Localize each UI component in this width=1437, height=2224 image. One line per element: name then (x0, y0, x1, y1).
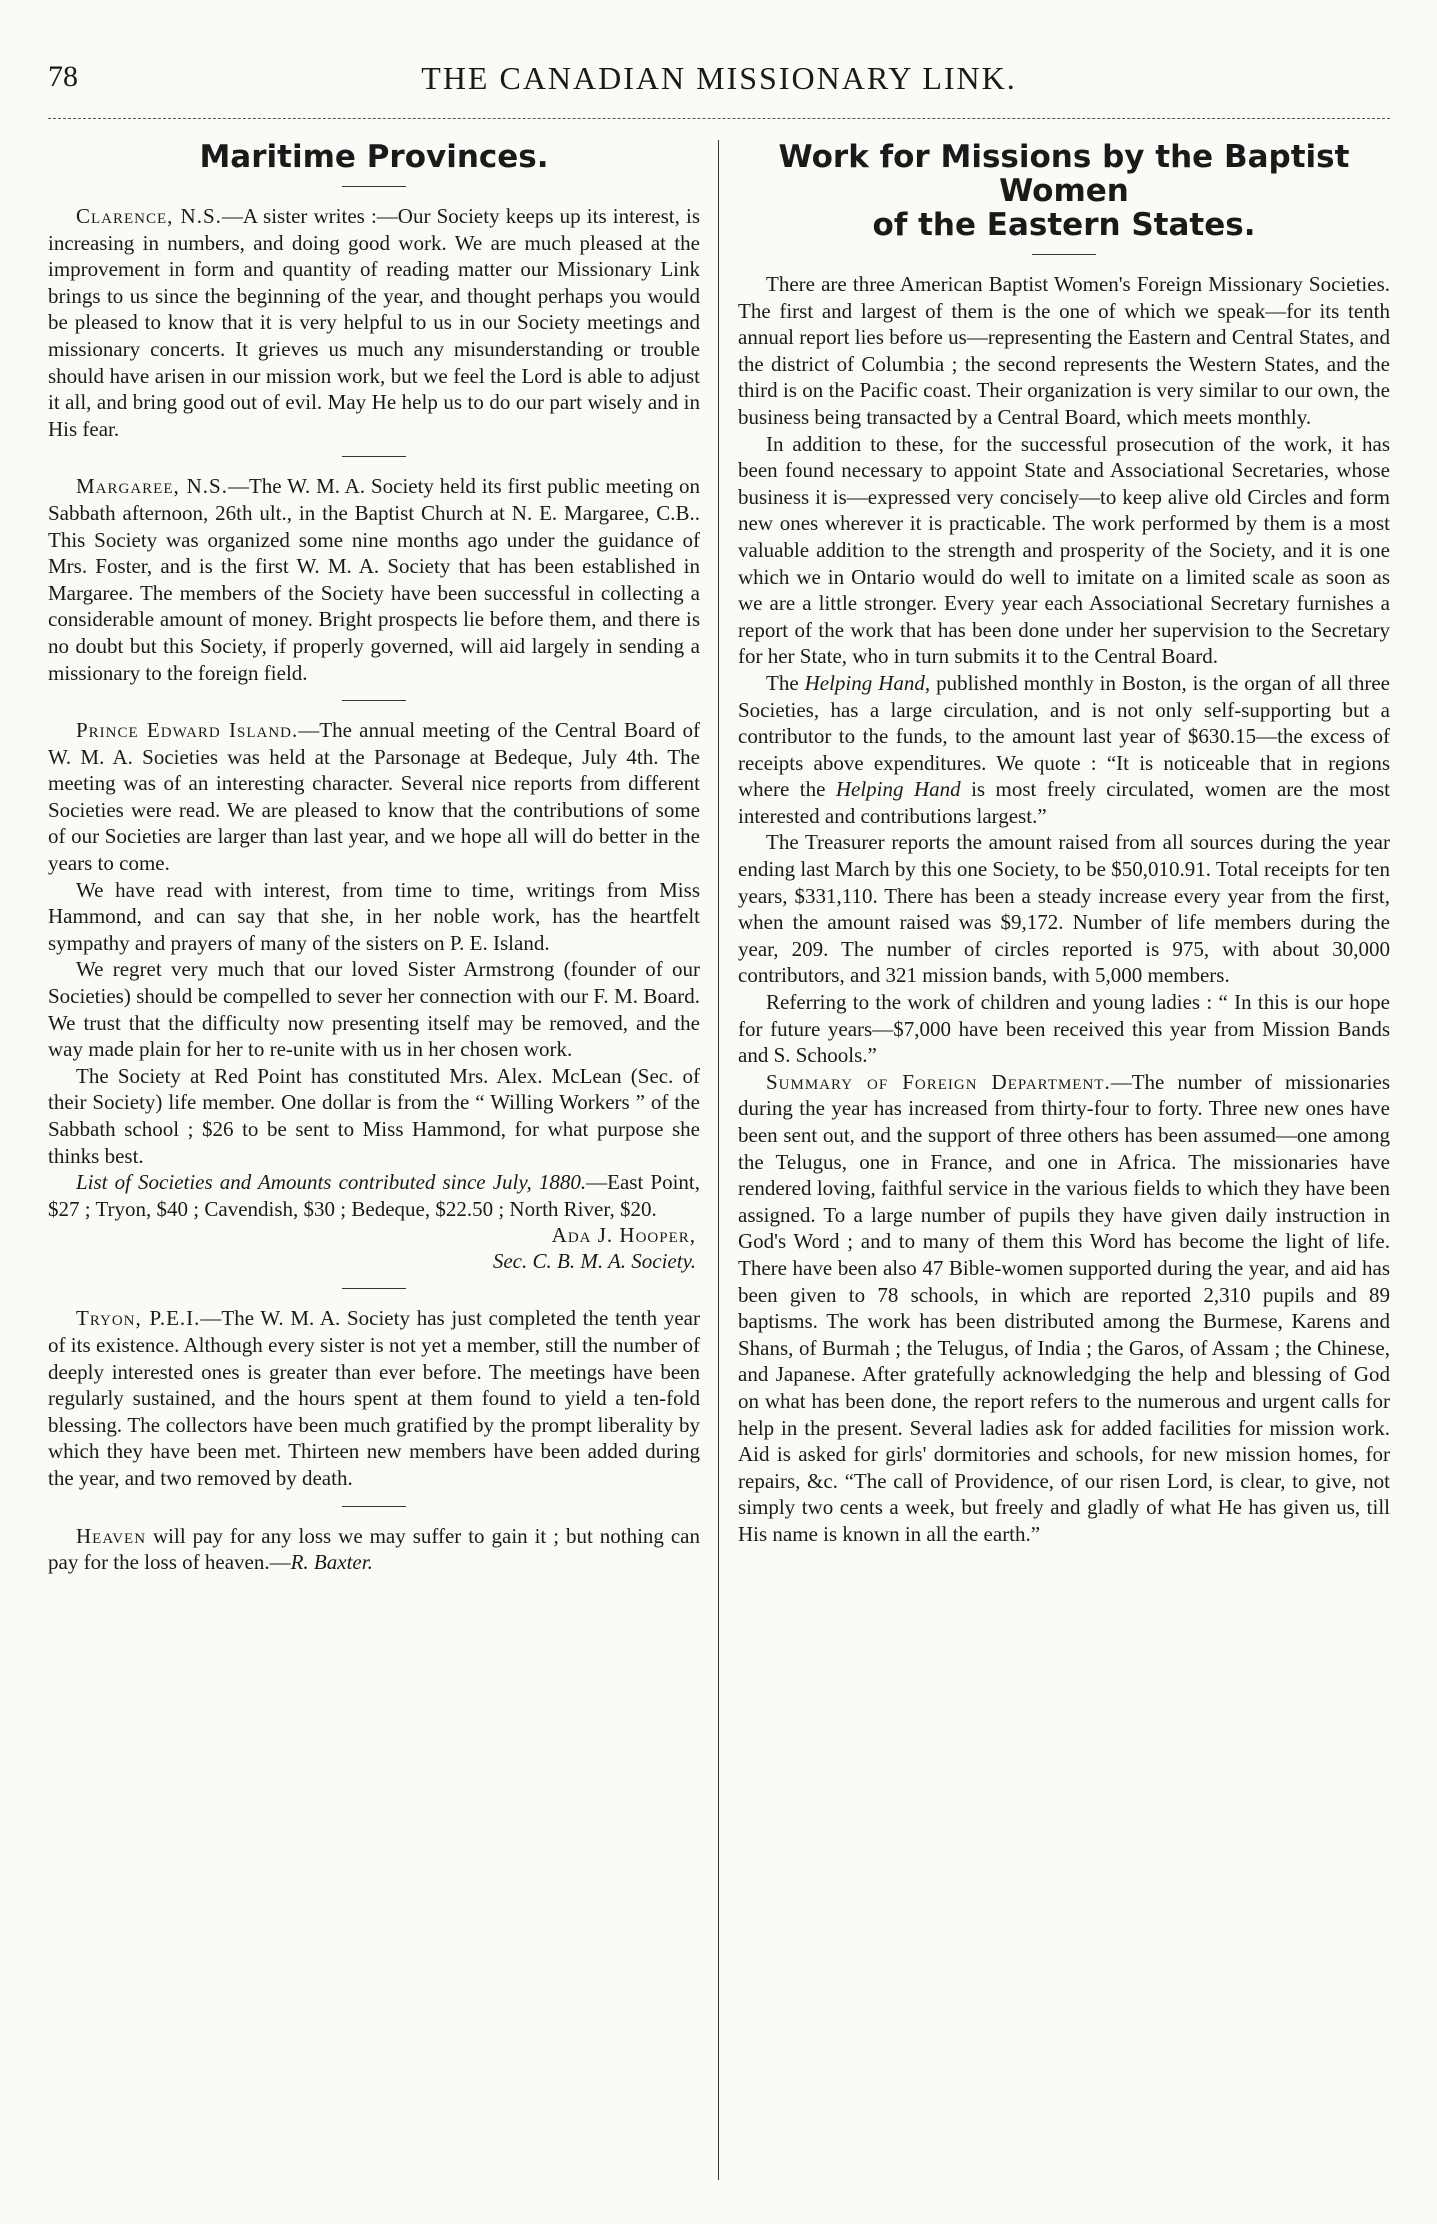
running-title: THE CANADIAN MISSIONARY LINK. (421, 60, 1017, 96)
periodical-title: Helping Hand (804, 670, 925, 695)
signature-title: Sec. C. B. M. A. Society. (492, 1249, 696, 1274)
list-lead: List of Societies and Amounts contributed since July, 1880. (76, 1170, 587, 1195)
article-paragraph: The Society at Red Point has constituted Mrs. Alex. McLean (Sec. of their Society) life member. One dollar is from the “ Willing Workers ” of the Sabbath school ; $26 to be sent to Miss Hammond, for what purpose she thinks best. (48, 1063, 700, 1168)
section-rule (342, 186, 406, 187)
paragraph: In addition to these, for the successful prosecution of the work, it has been found necessary to appoint State and Associational Secretaries, whose business it is—expressed very concisely—to keep alive old Circles and form new ones wherever it is practicable. The work performed by them is a most valuable addition to the strength and prosperity of the Society, and it is one which we in Ontario would do well to imitate on a limited scale as soon as we are a little stronger. Every year each Associational Secretary furnishes a report of the work that has been done under her supervision to the Secretary for her State, who in turn submits it to the Central Board. (738, 431, 1390, 669)
section-title-baptist-women (738, 140, 1390, 242)
title-line: of the Eastern States. (872, 207, 1256, 243)
article-separator (342, 1506, 406, 1507)
paragraph-summary (738, 1069, 1390, 1548)
signature-name: Ada J. Hooper, (551, 1223, 696, 1248)
quote-author: R. Baxter. (290, 1550, 373, 1575)
text-run: , published monthly in Boston, is the organ of all three Societies, has a large circulation, and is not only self-supporting but a contributor to the funds, to the amount last year of $630.15—the excess of receipts above expenditures. We quote : “It is noticeable that in regions where the (738, 670, 1390, 802)
article-lead: Clarence, N.S. (76, 204, 222, 228)
signature (48, 1222, 700, 1274)
article-separator (342, 700, 406, 701)
article-text: —The annual meeting of the Central Board of W. M. A. Societies was held at the Parsonage at Bedeque, July 4th. The meeting was of an interesting character. Several nice reports from different Societies were read. We are pleased to know that the contributions of some of our Societies are larger than last year, and we hope all will do better in the years to come. (48, 718, 701, 876)
text-run: The (766, 670, 805, 695)
quote-text: will pay for any loss we may suffer to gain it ; but nothing can pay for the loss of heaven.— (48, 1523, 700, 1575)
paragraph-children: Referring to the work of children and young ladies : “ In this is our hope for future years—$7,000 have been received this year from Mission Bands and S. Schools.” (738, 990, 1390, 1068)
list-text: —East Point, $27 ; Tryon, $40 ; Cavendish, $30 ; Bedeque, $22.50 ; North River, $20. (48, 1170, 700, 1221)
quote-lead: Heaven (76, 1523, 147, 1548)
article-lead: Prince Edward Island. (76, 718, 299, 743)
article-clarence (48, 203, 700, 442)
article-lead: Tryon, P.E.I. (76, 1306, 201, 1331)
section-rule (1032, 254, 1096, 255)
page (48, 60, 1390, 2180)
article-lead: Margaree, N.S. (76, 474, 228, 499)
article-separator (342, 1288, 406, 1289)
article-paragraph: We regret very much that our loved Sister Armstrong (founder of our Societies) should be compelled to sever her connection with our F. M. Board. We trust that the difficulty now presenting itself may be removed, and the way made plain for her to re-unite with us in her chosen work. (48, 957, 700, 1062)
article-tryon (48, 1305, 700, 1491)
page-number: 78 (48, 60, 78, 93)
article-text: —A sister writes :—Our Society keeps up its interest, is increasing in numbers, and doing good work. We are much pleased at the improvement in form and quantity of reading matter our Missionary Link brings to us since the beginning of the year, and thought perhaps you would be pleased to know that it is very helpful to us in our Society meetings and missionary concerts. It grieves us much any misunderstanding or trouble should have arisen in our mission work, but we feel the Lord is able to adjust it all, and bring good out of evil. May He help us to do our part wisely and in His fear. (48, 204, 700, 441)
article-paragraph: We have read with interest, from time to time, writings from Miss Hammond, and can say that she, in her noble work, has the heartfelt sympathy and prayers of many of the sisters on P. E. Island. (48, 877, 700, 955)
section-title-maritime: Maritime Provinces. (199, 139, 549, 175)
paragraph-treasurer: The Treasurer reports the amount raised from all sources during the year ending last March by this one Society, to be $50,010.91. Total receipts for ten years, $331,110. There has been a steady increase every year from the first, when the amount raised was $9,172. Number of life members during the year, 209. The number of circles reported is 975, with about 30,000 contributors, and 321 mission bands, with 5,000 members. (738, 830, 1390, 988)
paragraph: There are three American Baptist Women's Foreign Missionary Societies. The first and largest of them is the one of which we speak—for its tenth annual report lies before us—representing the Eastern and Central States, and the district of Columbia ; the second represents the Western States, and the third is on the Pacific coast. Their organization is very similar to our own, the business being transacted by a Central Board, which meets monthly. (738, 272, 1390, 429)
article-separator (342, 456, 406, 457)
summary-lead: Summary of Foreign Department. (766, 1069, 1111, 1094)
paragraph-helping-hand (738, 670, 1390, 830)
text-run: is most freely circulated, women are the most interested and contributions largest.” (738, 777, 1391, 828)
right-column (738, 140, 1390, 2180)
contributions-list (48, 1169, 700, 1222)
summary-text: —The number of missionaries during the year has increased from thirty-four to forty. Three new ones have been sent out, and the support of three others has been assumed—one among the Telugus, one in France, and one in Africa. The missionaries have rendered loving, faithful service in the various fields to which they have been assigned. To a large number of pupils they have given daily instruction in God's Word ; and to many of them this Word has become the light of life. There have been also 47 Bible-women supported during the year, and aid has been given to 78 schools, in which are reported 2,310 pupils and 89 baptisms. The work has been distributed among the Burmese, Karens and Shans, of Burmah ; the Telugus, of India ; the Garos, of Assam ; the Chinese, and Japanese. After gratefully acknowledging the help and blessing of God on what has been done, the report refers to the numerous and urgent calls for help in the present. Several ladies ask for added facilities for mission work. Aid is asked for girls' dormitories and schools, for new mission homes, for repairs, &c. “The call of Providence, of our risen Lord, is clear, to give, not simply two cents a week, but freely and gladly of what He has given us, till His name is known in all the earth.” (738, 1069, 1390, 1546)
article-text: —The W. M. A. Society held its first public meeting on Sabbath afternoon, 26th ult., in the Baptist Church at N. E. Margaree, C.B.. This Society was organized some nine months ago under the guidance of Mrs. Foster, and is the first W. M. A. Society that has been established in Margaree. The members of the Society have been successful in collecting a considerable amount of money. Bright prospects lie before them, and there is no doubt but this Society, if properly governed, will aid largely in sending a missionary to the foreign field. (48, 474, 700, 685)
article-margaree (48, 473, 700, 686)
title-line: Work for Missions by the Baptist Women (778, 139, 1350, 209)
header-rule (48, 118, 1390, 119)
periodical-title: Helping Hand (835, 777, 961, 802)
article-pei (48, 717, 700, 877)
page-header (48, 60, 1390, 130)
quote-heaven (48, 1523, 700, 1576)
article-text: —The W. M. A. Society has just completed the tenth year of its existence. Although every sister is not yet a member, still the number of deeply interested ones is greater than ever before. The meetings have been regularly sustained, and the hours spent at them found to yield a ten-fold blessing. The collectors have been much gratified by the prompt liberality by which they have been met. Thirteen new members have been added during the year, and two removed by death. (48, 1306, 700, 1490)
left-column (48, 140, 700, 2180)
